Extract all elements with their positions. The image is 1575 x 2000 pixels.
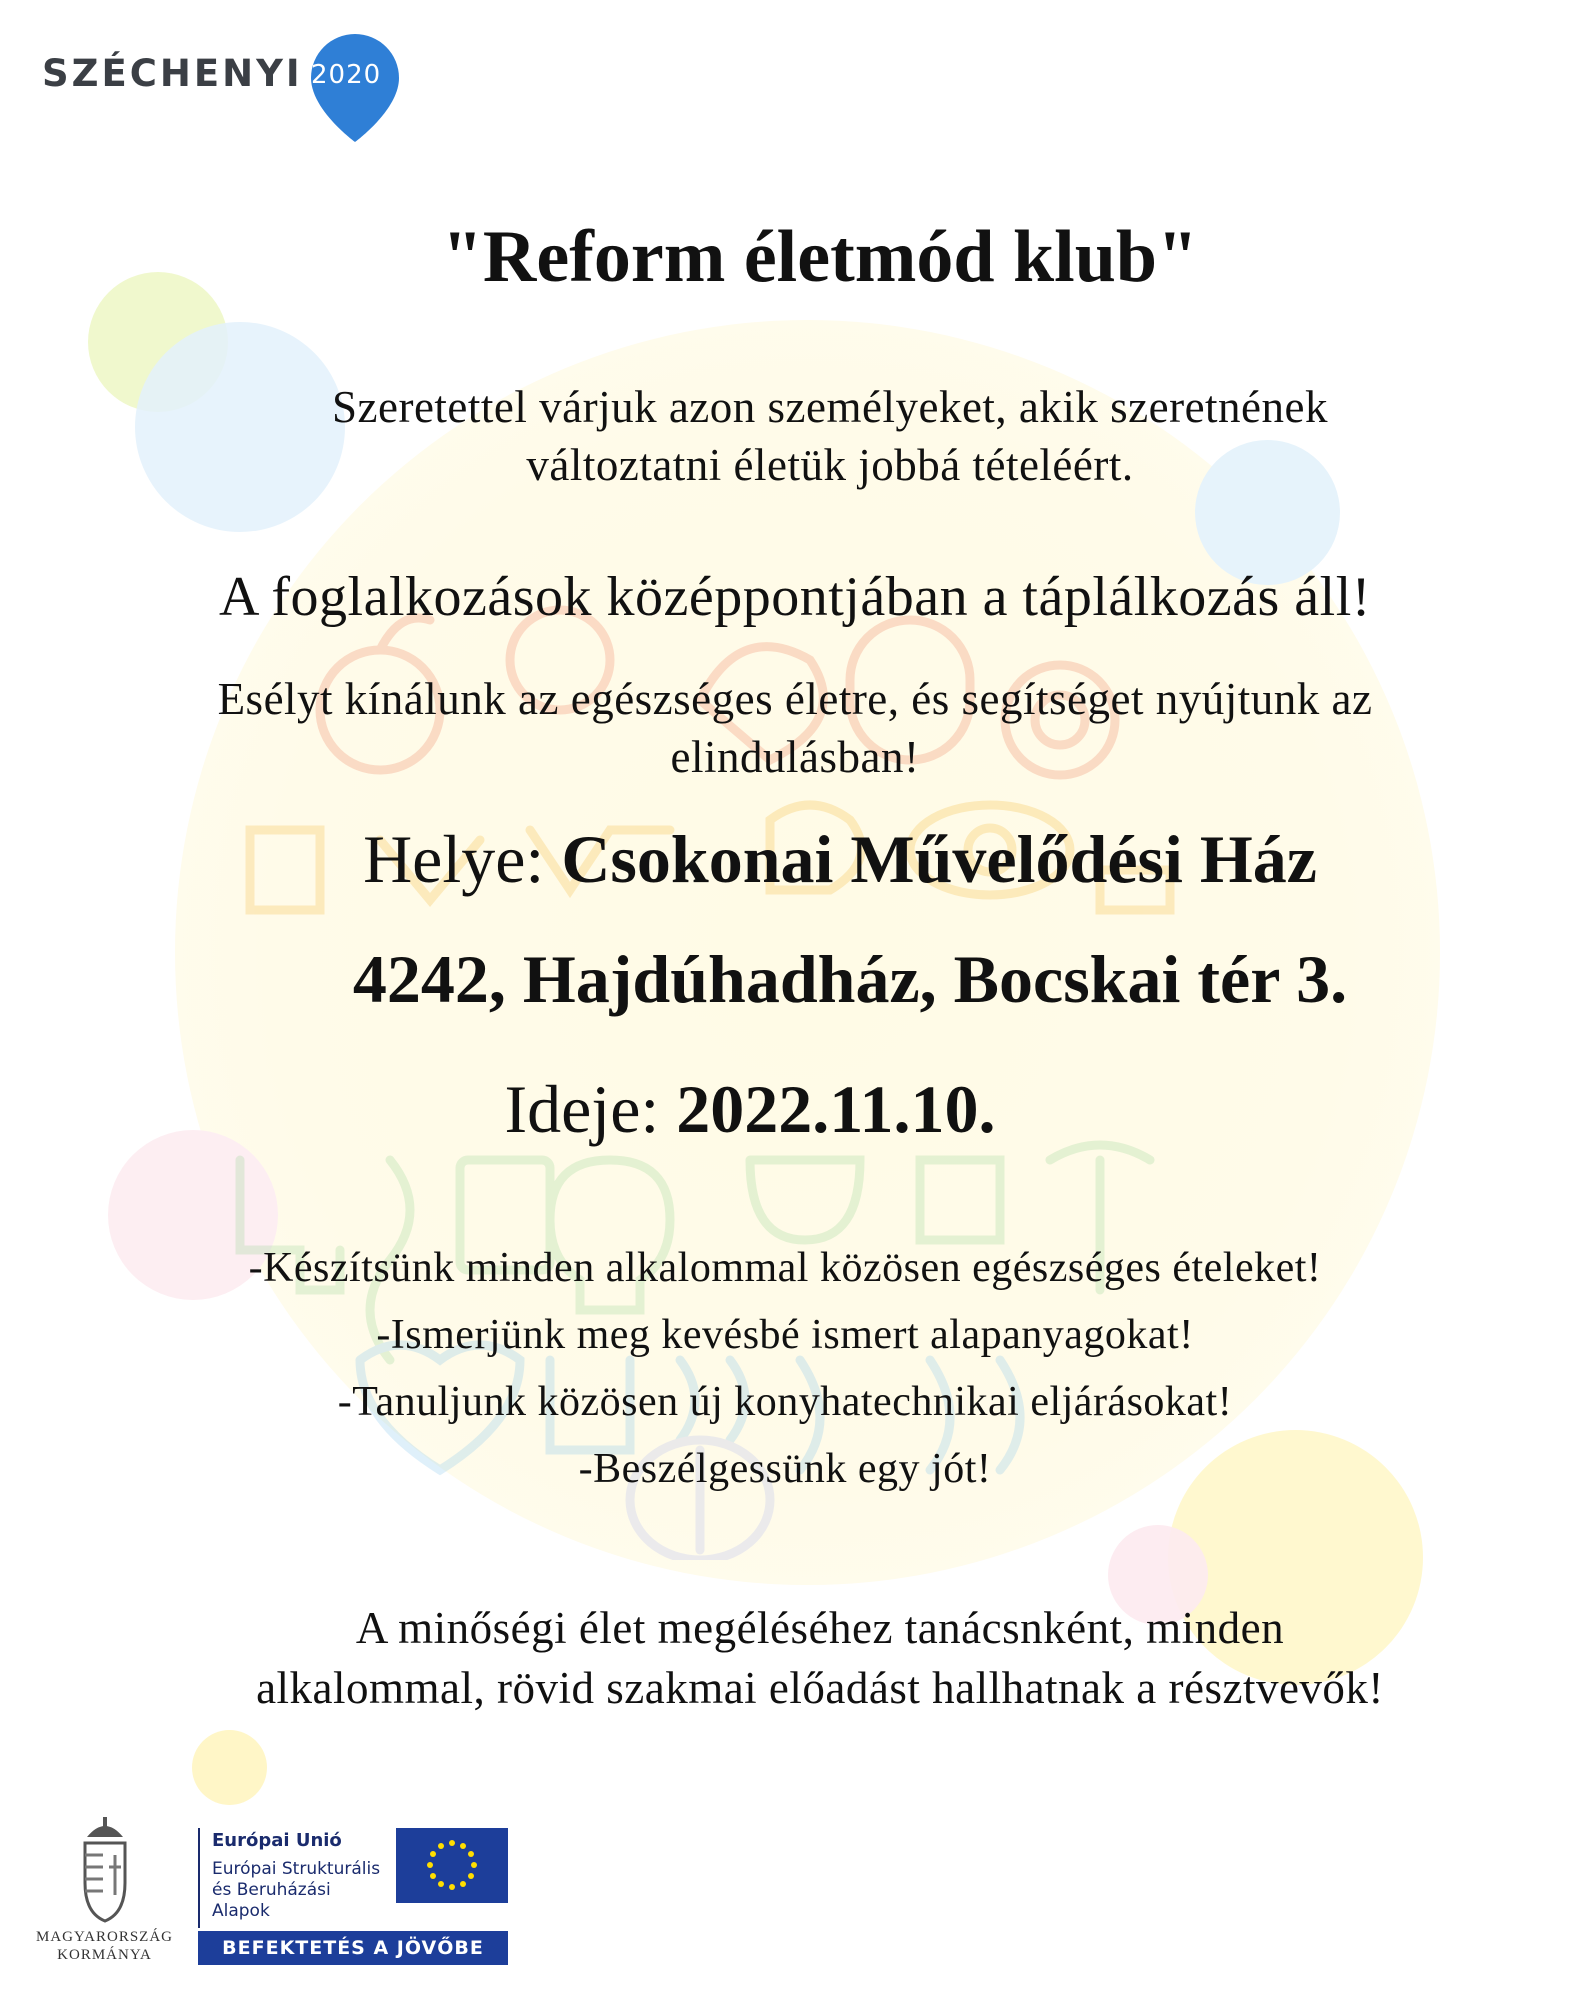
- date-label: Ideje:: [504, 1071, 677, 1147]
- eu-stars-icon: [396, 1828, 508, 1903]
- eu-flag-icon: [396, 1828, 508, 1903]
- chance-line-2: elindulásban!: [670, 732, 920, 782]
- coat-of-arms-icon: [77, 1815, 133, 1923]
- eu-line-1: Európai Strukturális: [212, 1859, 381, 1879]
- eu-title: Európai Unió: [212, 1830, 342, 1851]
- chance-text: [60, 670, 1530, 786]
- venue-line: [150, 820, 1530, 899]
- eu-line-2: és Beruházási Alapok: [212, 1880, 331, 1921]
- decor-circle-yellow-small: [192, 1730, 267, 1805]
- page-title: "Reform életmód klub": [441, 216, 1199, 298]
- gov-line-2: KORMÁNYA: [57, 1947, 152, 1963]
- date-value: 2022.11.10.: [676, 1071, 996, 1147]
- focus-heading: A foglalkozások középpontjában a táplálkozás áll!: [219, 566, 1371, 628]
- closing-text: [120, 1598, 1520, 1718]
- intro-text: [130, 378, 1530, 494]
- intro-line-1: Szeretettel várjuk azon személyeket, akik szeretnének: [331, 382, 1329, 432]
- eu-funding-logo: [198, 1828, 508, 1963]
- closing-line-1: A minőségi élet megéléséhez tanácsnként, minden: [355, 1603, 1285, 1653]
- hungarian-government-logo: [22, 1815, 187, 1965]
- activity-list: [60, 1235, 1510, 1503]
- list-item: -Ismerjünk meg kevésbé ismert alapanyagokat!: [376, 1312, 1194, 1358]
- eu-slogan-bar: BEFEKTETÉS A JÖVŐBE: [198, 1931, 508, 1965]
- eu-fund-name: [212, 1859, 393, 1922]
- list-item: -Készítsünk minden alkalommal közösen egészséges ételeket!: [248, 1245, 1322, 1291]
- closing-line-2: alkalommal, rövid szakmai előadást hallhatnak a résztvevők!: [256, 1663, 1384, 1713]
- venue-name: Csokonai Művelődési Ház: [561, 821, 1317, 897]
- list-item: -Tanuljunk közösen új konyhatechnikai eljárásokat!: [337, 1379, 1233, 1425]
- venue-label: Helye:: [363, 821, 562, 897]
- logo-year-text: 2020: [311, 60, 382, 90]
- intro-line-2: változtatni életük jobbá tételéért.: [526, 440, 1134, 490]
- event-date-line: [300, 1070, 1200, 1149]
- chance-line-1: Esélyt kínálunk az egészséges életre, és segítséget nyújtunk az: [217, 674, 1373, 724]
- logo-brand-text: SZÉCHENYI: [42, 52, 303, 95]
- eu-text-block: [198, 1828, 393, 1928]
- government-name: [22, 1928, 187, 1964]
- venue-address: 4242, Hajdúhadház, Bocskai tér 3.: [352, 941, 1348, 1017]
- gov-line-1: MAGYARORSZÁG: [35, 1929, 174, 1945]
- szechenyi-2020-logo: [0, 0, 485, 165]
- list-item: -Beszélgessünk egy jót!: [578, 1446, 992, 1492]
